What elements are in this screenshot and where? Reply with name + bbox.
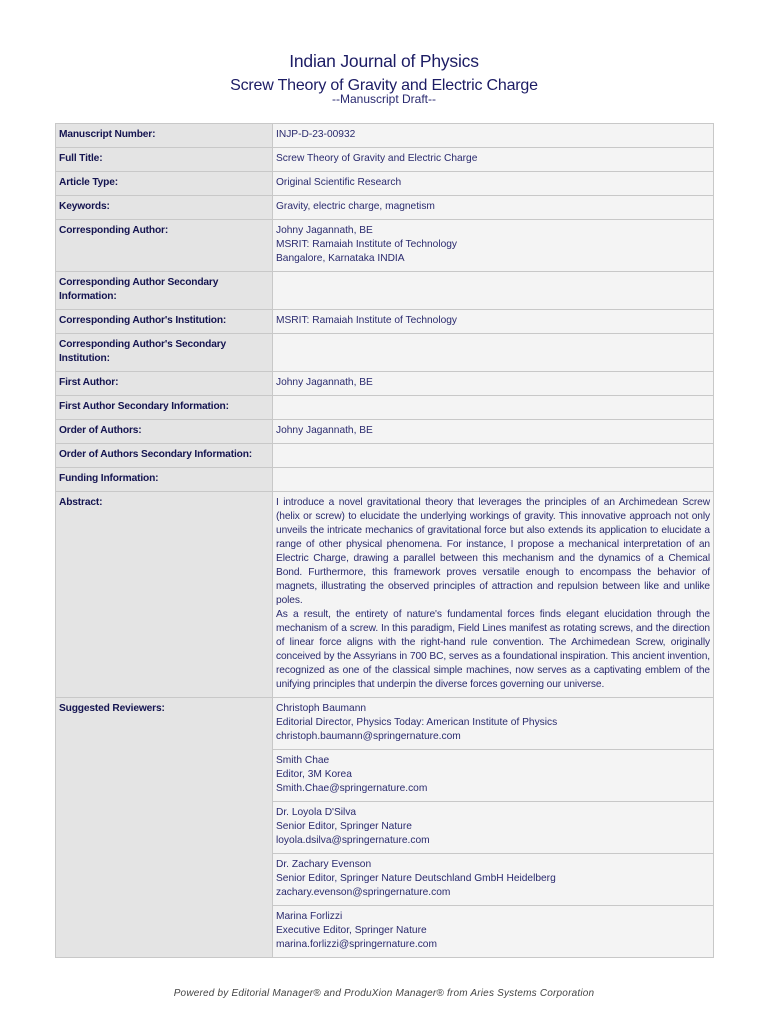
row-order-of-authors: [56, 420, 714, 444]
field-label: Manuscript Number:: [56, 124, 273, 148]
author-name: Johny Jagannath, BE: [276, 225, 373, 236]
row-manuscript-number: [56, 124, 714, 148]
article-title: Screw Theory of Gravity and Electric Charge: [230, 77, 538, 94]
first-author-secondary-value: [273, 396, 714, 420]
full-title-value: Screw Theory of Gravity and Electric Charge: [273, 148, 714, 172]
row-corresponding-author: [56, 220, 714, 272]
corresponding-institution-value: MSRIT: Ramaiah Institute of Technology: [273, 310, 714, 334]
corresponding-author-value: [273, 220, 714, 272]
reviewer-name: Marina Forlizzi: [276, 911, 343, 922]
reviewer-entry: [273, 698, 714, 750]
reviewer-role: Editorial Director, Physics Today: American Institute of Physics: [276, 717, 558, 728]
manuscript-draft-label: --Manuscript Draft--: [331, 92, 436, 106]
field-label: Corresponding Author's Institution:: [56, 310, 273, 334]
funding-value: [273, 468, 714, 492]
corresponding-secondary-institution-value: [273, 334, 714, 372]
row-first-author-secondary: [56, 396, 714, 420]
row-abstract: [56, 492, 714, 698]
abstract-paragraph: As a result, the entirety of nature's fundamental forces finds elegant elucidation through the mechanism of a screw. In this paradigm, Field Lines manifest as rotating screws, and the direction of linear force aligns with the right-hand rule convention. The Archimedean Screw, originally conceived by the Assyrians in 700 BC, serves as a foundational inspiration. This ancient invention, recognized as one of the classical simple machines, now serves as a captivating emblem of the unifying principles that underpin the diverse forces governing our universe.: [276, 609, 710, 690]
abstract-value: [273, 492, 714, 698]
row-keywords: [56, 196, 714, 220]
reviewer-entry: [273, 854, 714, 906]
reviewer-name: Smith Chae: [276, 755, 330, 766]
reviewer-email: loyola.dsilva@springernature.com: [276, 835, 430, 846]
field-label: First Author:: [56, 372, 273, 396]
reviewer-entry: [273, 906, 714, 958]
field-label: Funding Information:: [56, 468, 273, 492]
reviewer-role: Editor, 3M Korea: [276, 769, 352, 780]
row-first-author: [56, 372, 714, 396]
field-label: Corresponding Author Secondary Information:: [56, 272, 273, 310]
reviewer-role: Senior Editor, Springer Nature Deutschland GmbH Heidelberg: [276, 873, 556, 884]
reviewer-role: Executive Editor, Springer Nature: [276, 925, 427, 936]
row-full-title: [56, 148, 714, 172]
row-corresponding-author-secondary: [56, 272, 714, 310]
reviewer-entry: [273, 802, 714, 854]
powered-by-footer: Powered by Editorial Manager® and ProduXion Manager® from Aries Systems Corporation: [173, 988, 595, 999]
field-label: Keywords:: [56, 196, 273, 220]
document-header: [0, 50, 768, 106]
reviewer-email: Smith.Chae@springernature.com: [276, 783, 428, 794]
order-of-authors-secondary-value: [273, 444, 714, 468]
field-label: Corresponding Author's Secondary Institution:: [56, 334, 273, 372]
field-label: Full Title:: [56, 148, 273, 172]
first-author-value: Johny Jagannath, BE: [273, 372, 714, 396]
corresponding-author-secondary-value: [273, 272, 714, 310]
reviewer-name: Dr. Zachary Evenson: [276, 859, 372, 870]
field-label: Order of Authors Secondary Information:: [56, 444, 273, 468]
field-label: Article Type:: [56, 172, 273, 196]
author-location: Bangalore, Karnataka INDIA: [276, 253, 405, 264]
reviewer-role: Senior Editor, Springer Nature: [276, 821, 412, 832]
reviewer-name: Dr. Loyola D'Silva: [276, 807, 357, 818]
row-corresponding-secondary-institution: [56, 334, 714, 372]
field-label: Suggested Reviewers:: [56, 698, 273, 958]
reviewer-email: christoph.baumann@springernature.com: [276, 731, 461, 742]
journal-name: Indian Journal of Physics: [289, 51, 479, 71]
keywords-value: Gravity, electric charge, magnetism: [273, 196, 714, 220]
row-article-type: [56, 172, 714, 196]
row-suggested-reviewer: [56, 698, 714, 750]
reviewer-email: zachary.evenson@springernature.com: [276, 887, 451, 898]
field-label: Abstract:: [56, 492, 273, 698]
row-corresponding-institution: [56, 310, 714, 334]
order-of-authors-value: Johny Jagannath, BE: [273, 420, 714, 444]
row-order-of-authors-secondary: [56, 444, 714, 468]
manuscript-details-table: [55, 123, 714, 958]
row-funding: [56, 468, 714, 492]
reviewer-name: Christoph Baumann: [276, 703, 367, 714]
abstract-paragraph: I introduce a novel gravitational theory that leverages the principles of an Archimedean Screw (helix or screw) to elucidate the underlying workings of gravity. This innovative approach not only unveils the intricate mechanics of gravitational force but also extends its application to elucidate a range of other physical phenomena. For instance, I propose a mechanical interpretation of an Electric Charge, drawing a parallel between this mechanism and the dynamics of a Chemical Bond. Furthermore, this framework proves versatile enough to encompass the behavior of magnets, illustrating the observed principles of attraction and repulsion between like and unlike poles.: [276, 497, 710, 606]
reviewer-email: marina.forlizzi@springernature.com: [276, 939, 437, 950]
reviewer-entry: [273, 750, 714, 802]
manuscript-number-value: INJP-D-23-00932: [273, 124, 714, 148]
field-label: First Author Secondary Information:: [56, 396, 273, 420]
field-label: Order of Authors:: [56, 420, 273, 444]
author-affiliation: MSRIT: Ramaiah Institute of Technology: [276, 239, 458, 250]
field-label: Corresponding Author:: [56, 220, 273, 272]
article-type-value: Original Scientific Research: [273, 172, 714, 196]
